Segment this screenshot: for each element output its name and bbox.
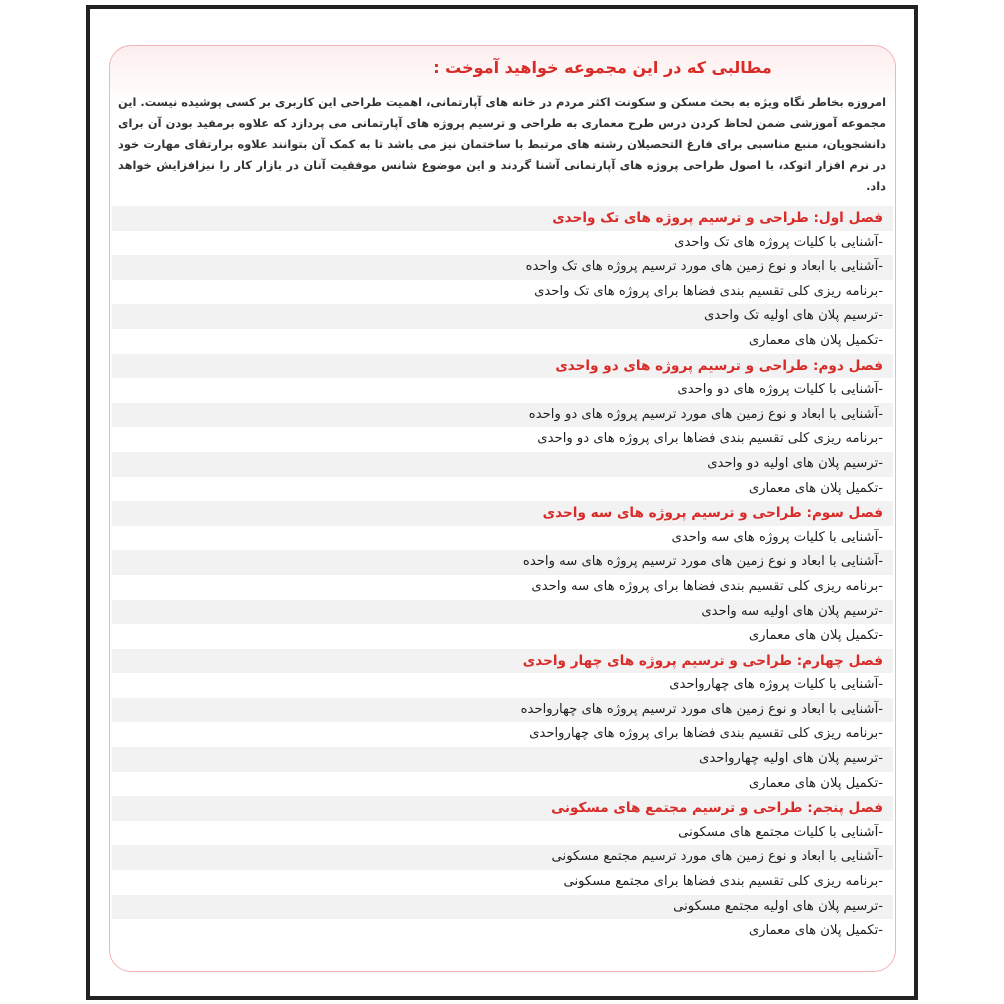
list-item: -آشنایی با ابعاد و نوع زمین های مورد ترسیم پروژه های دو واحده <box>112 403 893 428</box>
chapter-heading: فصل دوم: طراحی و ترسیم پروژه های دو واحدی <box>112 354 893 379</box>
list-item: -آشنایی با کلیات پروژه های سه واحدی <box>671 529 883 545</box>
list-item: -برنامه ریزی کلی تقسیم بندی فضاها برای پروژه های سه واحدی <box>531 578 883 594</box>
list-item: -ترسیم پلان های اولیه سه واحدی <box>112 600 893 625</box>
list-item: -ترسیم پلان های اولیه تک واحدی <box>112 304 893 329</box>
chapter-heading: فصل چهارم: طراحی و ترسیم پروژه های چهار واحدی <box>112 649 893 674</box>
list-item: -برنامه ریزی کلی تقسیم بندی فضاها برای پروژه های تک واحدی <box>534 283 883 299</box>
list-item: -ترسیم پلان های اولیه دو واحدی <box>112 452 893 477</box>
list-item: -آشنایی با کلیات پروژه های چهارواحدی <box>669 677 883 693</box>
list-item: -تکمیل پلان های معماری <box>748 332 883 348</box>
list-item: -تکمیل پلان های معماری <box>748 480 883 496</box>
chapter-heading: فصل سوم: طراحی و ترسیم پروژه های سه واحدی <box>112 501 893 526</box>
list-item: -تکمیل پلان های معماری <box>748 775 883 791</box>
list-item: -آشنایی با ابعاد و نوع زمین های مورد ترسیم پروژه های تک واحده <box>112 255 893 280</box>
chapter-heading: فصل پنجم: طراحی و ترسیم مجتمع های مسکونی <box>112 796 893 821</box>
list-item: -تکمیل پلان های معماری <box>748 628 883 644</box>
page-title: مطالبی که در این مجموعه خواهید آموخت : <box>433 58 772 77</box>
list-item: -برنامه ریزی کلی تقسیم بندی فضاها برای پروژه های دو واحدی <box>537 431 883 447</box>
list-item: -آشنایی با کلیات پروژه های تک واحدی <box>674 234 883 250</box>
chapter-heading: فصل اول: طراحی و ترسیم پروژه های تک واحدی <box>112 206 893 231</box>
list-item: -برنامه ریزی کلی تقسیم بندی فضاها برای پروژه های چهارواحدی <box>529 726 883 742</box>
list-item: -آشنایی با ابعاد و نوع زمین های مورد ترسیم پروژه های چهارواحده <box>112 698 893 723</box>
list-item: -تکمیل پلان های معماری <box>748 923 883 939</box>
list-item: -آشنایی با کلیات مجتمع های مسکونی <box>678 824 883 840</box>
chapter-list <box>112 206 893 944</box>
intro-paragraph: امروزه بخاطر نگاه ویژه به بحث مسکن و سکونت اکثر مردم در خانه های آپارتمانی، اهمیت طراحی این کاربری بر کسی پوشیده نیست. این مجموعه آموزشی ضمن لحاظ کردن درس طرح معماری به طراحی و ترسیم پروژه های آپارتمانی می پردازد که علاوه برمفید بودن آن برای دانشجویان، منبع مناسبی برای فارغ التحصیلان رشته های مرتبط با ساختمان نیز می باشد تا به کمک آن بتوانند علاوه برارتقای مهارت خود در نرم افزار اتوکد، با اصول طراحی پروژه های آپارتمانی آشنا گردند و این موضوع شانس موفقیت آنان در بازار کار را نیزافزایش خواهد داد. <box>118 95 886 193</box>
list-item: -ترسیم پلان های اولیه چهارواحدی <box>112 747 893 772</box>
list-item: -ترسیم پلان های اولیه مجتمع مسکونی <box>112 895 893 920</box>
list-item: -برنامه ریزی کلی تقسیم بندی فضاها برای مجتمع مسکونی <box>563 874 883 890</box>
list-item: -آشنایی با ابعاد و نوع زمین های مورد ترسیم پروژه های سه واحده <box>112 550 893 575</box>
list-item: -آشنایی با کلیات پروژه های دو واحدی <box>677 382 883 398</box>
list-item: -آشنایی با ابعاد و نوع زمین های مورد ترسیم مجتمع مسکونی <box>112 845 893 870</box>
